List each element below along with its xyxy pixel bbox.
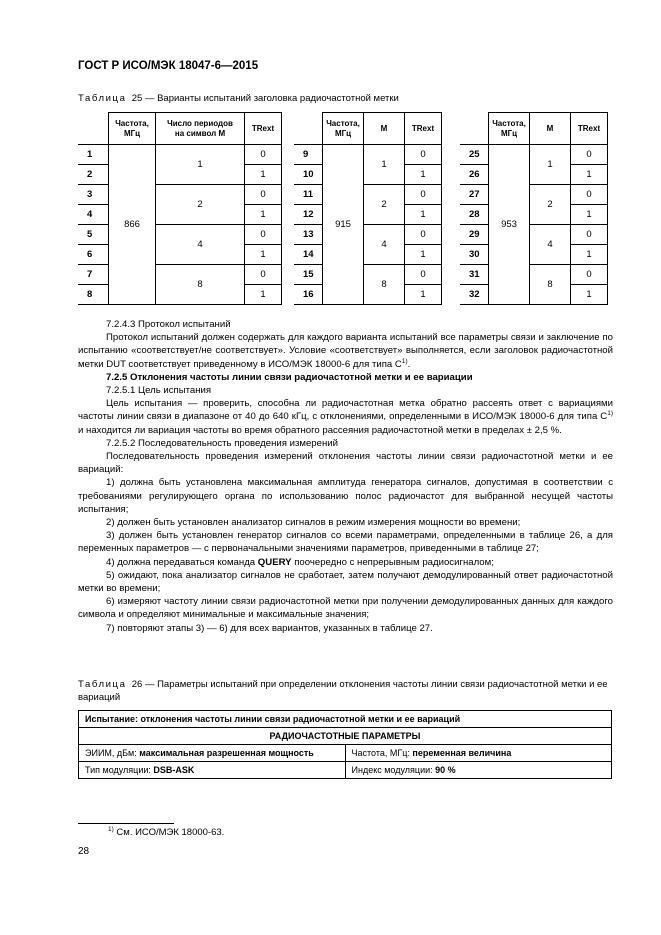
m-value: 1 — [530, 145, 571, 185]
frequency-value: 915 — [323, 145, 364, 305]
section-7-2-5-1: 7.2.5.1 Цель испытания — [106, 385, 212, 397]
table25-caption — [78, 93, 399, 104]
document-header: ГОСТ Р ИСО/МЭК 18047-6—2015 — [78, 60, 259, 72]
trext-header: TRext — [245, 113, 282, 145]
frequency-value: 953 — [489, 145, 530, 305]
trext-value: 1 — [571, 285, 608, 305]
trext-value: 0 — [571, 185, 608, 205]
m-header: М — [530, 113, 571, 145]
table25-block-1 — [78, 112, 282, 305]
table26-frequency-cell: Частота, МГц: переменная величина — [345, 745, 612, 762]
table25-block-3 — [460, 112, 608, 305]
footnote: $^{1)}$ См. ИСО/МЭК 18000-63. — [108, 825, 225, 838]
m-value: 8 — [156, 265, 245, 305]
trext-value: 0 — [245, 145, 282, 165]
row-number-header — [460, 113, 489, 145]
trext-value: 1 — [245, 165, 282, 185]
trext-value: 1 — [571, 205, 608, 225]
table25-block-2 — [294, 112, 442, 305]
table26-eirp-cell: ЭИИМ, дБм: максимальная разрешенная мощность — [79, 745, 346, 762]
section-7-2-5: 7.2.5 Отклонения частоты линии связи радиочастотной метки и ее вариации — [106, 371, 473, 383]
trext-value: 1 — [405, 165, 442, 185]
row-number: 12 — [294, 205, 323, 225]
step-1: 1) должна быть установлена максимальная амплитуда генератора сигналов, допустимая в соответствии с требованиями регулирующего органа по использованию полос радиочастот для выбранной несущей частоты испытания; — [78, 477, 613, 515]
trext-header: TRext — [571, 113, 608, 145]
trext-value: 1 — [571, 245, 608, 265]
table26-modulation-index-cell: Индекс модуляции: 90 % — [345, 762, 612, 779]
section-7-2-5-2: 7.2.5.2 Последовательность проведения измерений — [106, 437, 338, 449]
trext-value: 0 — [405, 265, 442, 285]
m-value: 4 — [156, 225, 245, 265]
trext-value: 0 — [405, 185, 442, 205]
trext-value: 1 — [405, 245, 442, 265]
frequency-header: Частота, МГц — [109, 113, 156, 145]
row-number-header — [294, 113, 323, 145]
paragraph-protocol: Протокол испытаний должен содержать для каждого варианта испытаний все параметры связи и заключение по испытанию «соответствует/не соответствует». Условие «соответствует» выполняется, если заголовок радиочастотной метки DUT соответствует приведенному в ИСО/МЭК 18000-6 для типа $С^{1)}$. — [78, 332, 613, 370]
row-number-header — [78, 113, 109, 145]
row-number: 16 — [294, 285, 323, 305]
frequency-header: Частота, МГц — [323, 113, 364, 145]
row-number: 10 — [294, 165, 323, 185]
m-value: 4 — [364, 225, 405, 265]
m-value: 8 — [364, 265, 405, 305]
trext-value: 0 — [245, 185, 282, 205]
footnote-ref: 1) — [607, 410, 613, 418]
row-number: 32 — [460, 285, 489, 305]
table26-modulation-type-cell: Тип модуляции: DSB-ASK — [79, 762, 346, 779]
trext-value: 1 — [405, 205, 442, 225]
trext-value: 0 — [571, 265, 608, 285]
row-number: 1 — [78, 145, 109, 165]
row-number: 31 — [460, 265, 489, 285]
trext-value: 1 — [245, 245, 282, 265]
trext-value: 0 — [571, 225, 608, 245]
trext-value: 1 — [245, 205, 282, 225]
paragraph-sequence: Последовательность проведения измерений отклонения частоты линии связи радиочастотной метки и ее вариаций: — [78, 451, 613, 476]
row-number: 30 — [460, 245, 489, 265]
m-header: М — [364, 113, 405, 145]
footnote-ref: 1) — [401, 357, 408, 365]
row-number: 9 — [294, 145, 323, 165]
section-7-2-4-3: 7.2.4.3 Протокол испытаний — [106, 319, 231, 330]
m-value: 1 — [364, 145, 405, 185]
table26 — [78, 710, 612, 779]
row-number: 29 — [460, 225, 489, 245]
frequency-value: 866 — [109, 145, 156, 305]
trext-value: 0 — [405, 145, 442, 165]
trext-value: 0 — [405, 225, 442, 245]
trext-value: 1 — [571, 165, 608, 185]
row-number: 13 — [294, 225, 323, 245]
trext-value: 1 — [245, 285, 282, 305]
row-number: 27 — [460, 185, 489, 205]
table26-rf-params-heading: РАДИОЧАСТОТНЫЕ ПАРАМЕТРЫ — [79, 728, 612, 745]
m-value: 4 — [530, 225, 571, 265]
row-number: 4 — [78, 205, 109, 225]
table26-caption-text: 26 — Параметры испытаний при определении отклонения частоты линии связи радиочастотной метки и ее вариаций — [78, 679, 608, 703]
trext-value: 1 — [405, 285, 442, 305]
table26-caption — [78, 678, 613, 704]
row-number: 5 — [78, 225, 109, 245]
row-number: 11 — [294, 185, 323, 205]
row-number: 6 — [78, 245, 109, 265]
m-value: 2 — [156, 185, 245, 225]
footnote-separator — [78, 823, 174, 824]
trext-value: 0 — [245, 225, 282, 245]
m-value: 1 — [156, 145, 245, 185]
row-number: 28 — [460, 205, 489, 225]
row-number: 8 — [78, 285, 109, 305]
row-number: 7 — [78, 265, 109, 285]
frequency-header: Частота, МГц — [489, 113, 530, 145]
step-3: 3) должен быть установлен генератор сигналов со всеми параметрами, определенными в таблице 26, а для переменных параметров — с первоначальными значениями параметров, приведенными в таблице 27; — [78, 530, 613, 555]
trext-value: 0 — [571, 145, 608, 165]
m-value: 2 — [364, 185, 405, 225]
step-4: 4) должна передаваться команда QUERY поочередно с непрерывным радиосигналом; — [106, 556, 494, 568]
table26-test-name: Испытание: отклонения частоты линии связи радиочастотной метки и ее вариаций — [79, 711, 612, 728]
row-number: 26 — [460, 165, 489, 185]
table25-caption-label: Таблица — [78, 93, 127, 104]
m-value: 8 — [530, 265, 571, 305]
page-number: 28 — [78, 846, 90, 857]
step-2: 2) должен быть установлен анализатор сигналов в режим измерения мощности во времени; — [106, 517, 521, 529]
step-6: 6) измеряют частоту линии связи радиочастотной метки при получении демодулированных данных для каждого символа и определяют минимальные и максимальные значения; — [78, 596, 613, 621]
row-number: 14 — [294, 245, 323, 265]
table26-caption-label: Таблица — [78, 679, 127, 690]
table25-caption-text: 25 — Варианты испытаний заголовка радиочастотной метки — [131, 93, 399, 104]
trext-header: TRext — [405, 113, 442, 145]
m-value: 2 — [530, 185, 571, 225]
step-7: 7) повторяют этапы 3) — 6) для всех вариантов, указанных в таблице 27. — [106, 622, 433, 634]
row-number: 3 — [78, 185, 109, 205]
periods-header: Число периодов на символ М — [156, 113, 245, 145]
step-5: 5) ожидают, пока анализатор сигналов не сработает, затем получают демодулированный ответ радиочастотной метки во времени; — [78, 569, 613, 595]
row-number: 15 — [294, 265, 323, 285]
body-text — [78, 318, 613, 635]
row-number: 2 — [78, 165, 109, 185]
row-number: 25 — [460, 145, 489, 165]
trext-value: 0 — [245, 265, 282, 285]
paragraph-goal: Цель испытания — проверить, способна ли радиочастотная метка обратно рассеять ответ с вариациями частоты линии связи в диапазоне от 40 до 640 кГц, с отклонениями, определенными в ИСО/МЭК 18000-6 для типа $С^{1)}$ и находится ли вариация частоты во время обратного рассеяния радиочастотной метки в пределах ± 2,5 %. — [78, 398, 613, 436]
